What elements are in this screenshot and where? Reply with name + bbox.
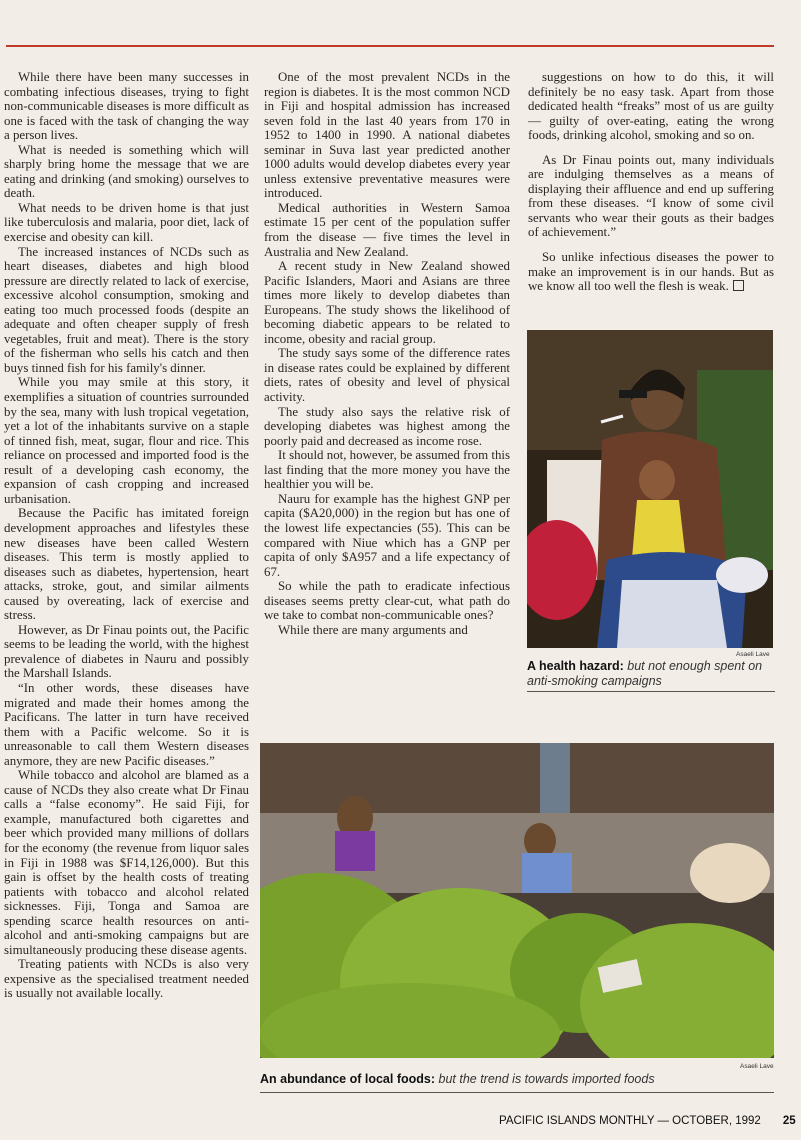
paragraph: A recent study in New Zealand showed Pacific Islanders, Maori and Asians are three times more likely to develop diabetes than Europeans. The study shows the likelihood of becoming diabetic appears to be related to income, obesity and racial group.	[264, 259, 510, 346]
paragraph: One of the most prevalent NCDs in the region is diabetes. It is the most common NCD in Fiji and hospital admission has increased seven fold in the last 40 years from 170 in 1952 to 1400 in 1990. A national diabetes seminar in Suva last year predicted another 1000 adults would develop diabetes every year unless extensive preventative measures were introduced.	[264, 70, 510, 201]
paragraph: Nauru for example has the highest GNP per capita ($A20,000) in the region but has one of the lowest life expectancies (55). This can be compared with Niue which has a GNP per capita of only $A957 and a life expectancy of 67.	[264, 491, 510, 579]
caption-bold: A health hazard:	[527, 659, 624, 673]
paragraph: While tobacco and alcohol are blamed as a cause of NCDs they also create what Dr Finau calls a “false economy”. He said Fiji, for example, manufactured both cigarettes and beer which provided many millions of dollars for the economy (the revenue from liquor sales in Fiji in 1988 was $F14,126,000). But this gain is offset by the health costs of treating patients with tobacco and alcohol related sicknesses. Fiji, Tonga and Samoa are spending scarce health resources on anti-alcohol and anti-smoking campaigns but are simultaneously producing these disease agents.	[4, 768, 249, 957]
caption-rule	[527, 691, 775, 692]
paragraph: Medical authorities in Western Samoa estimate 15 per cent of the population suffer from the disease — five times the level in Australia and New Zealand.	[264, 200, 510, 259]
paragraph: The study also says the relative risk of developing diabetes was highest among the poorly paid and decreased as income rose.	[264, 404, 510, 448]
paragraph: Treating patients with NCDs is also very expensive as the specialised treatment needed is usually not available locally.	[4, 957, 249, 1001]
paragraph: As Dr Finau points out, many individuals are indulging themselves as a means of displaying their affluence and end up suffering from these diseases. “I know of some civil servants who wear their gouts as their badges of achievement.”	[528, 152, 774, 240]
paragraph: However, as Dr Finau points out, the Pacific seems to be leading the world, with the highest prevalence of diabetes in Nauru and possibly the Marshall Islands.	[4, 622, 249, 681]
publication-line: PACIFIC ISLANDS MONTHLY — OCTOBER, 1992	[499, 1115, 761, 1127]
photo-market-bananas-illustration	[260, 743, 774, 1058]
caption-rule	[260, 1092, 774, 1093]
paragraph: suggestions on how to do this, it will definitely be no easy task. Apart from those dedicated health “freaks” most of us are guilty — guilty of over-eating, eating the wrong foods, drinking alcohol, smoking and so on.	[528, 70, 774, 143]
article-column-1	[4, 70, 249, 1001]
paragraph: Because the Pacific has imitated foreign development approaches and lifestyles these new diseases have been called Western diseases. This term is mostly applied to diseases such as diabetes, hypertension, heart attacks, stroke, gout, and similar ailments caused by overeating, lack of exercise and stress.	[4, 506, 249, 623]
page-footer	[499, 1115, 796, 1127]
caption-italic: but the trend is towards imported foods	[438, 1072, 655, 1086]
paragraph: The study says some of the difference rates in disease rates could be explained by different diets, rates of obesity and level of physical activity.	[264, 346, 510, 405]
paragraph: “In other words, these diseases have migrated and made their homes among the Pacificans. The latter in turn have received them with a Pacific welcome. So it is unreasonable to call them Western diseases anymore, they are new Pacific diseases.”	[4, 680, 249, 768]
caption-bold: An abundance of local foods:	[260, 1072, 436, 1086]
paragraph: While there have been many successes in combating infectious diseases, trying to fight non-communicable diseases is more difficult as one is faced with the task of changing the way a person lives.	[4, 70, 249, 143]
paragraph: So while the path to eradicate infectious diseases seems pretty clear-cut, what path do we take to combat non-communicable ones?	[264, 579, 510, 623]
photo-caption	[260, 1072, 780, 1087]
header-rule	[6, 45, 774, 47]
photo-caption	[527, 659, 777, 689]
photo-credit: Asaeli Lave	[736, 651, 770, 658]
paragraph: While there are many arguments and	[278, 622, 468, 637]
photo-man-smoking-illustration	[527, 330, 773, 648]
paragraph: It should not, however, be assumed from this last finding that the more money you have the healthier you will be.	[264, 448, 510, 492]
photo-credit: Asaeli Lave	[740, 1063, 774, 1070]
article-column-3	[528, 70, 774, 304]
article-column-2	[264, 70, 510, 637]
paragraph: The increased instances of NCDs such as heart diseases, diabetes and high blood pressure are directly related to lack of exercise, excessive alcohol consumption, smoking and eating too much processed foods (despite an adequate and often cheaper supply of fresh vegetables, fruit and meat). There is the story of the fisherman who sells his catch and then buys tinned fish for his family's dinner.	[4, 244, 249, 375]
photo-man-smoking	[527, 330, 773, 648]
paragraph-text: So unlike infectious diseases the power to make an improvement is in our hands. But as we know all too well the flesh is weak.	[528, 250, 774, 294]
paragraph-final	[528, 250, 774, 294]
photo-market-bananas	[260, 743, 774, 1058]
end-mark-icon	[733, 280, 744, 291]
paragraph: While you may smile at this story, it exemplifies a situation of countries surrounded by the sea, many with lush tropical vegetation, yet a lot of the inhabitants survive on a staple of tinned fish, meat, sugar, flour and rice. This reliance on processed and imported food is the result of a developing cash economy, the expansion of cash cropping and increased urbanisation.	[4, 375, 249, 506]
paragraph: What needs to be driven home is that just like tuberculosis and malaria, poor diet, lack of exercise and obesity can kill.	[4, 200, 249, 245]
page-number: 25	[782, 1115, 796, 1127]
paragraph: What is needed is something which will sharply bring home the message that we are eating and drinking (and smoking) ourselves to death.	[4, 142, 249, 201]
caption-italic: but not enough spent on anti-smoking campaigns	[527, 659, 763, 688]
